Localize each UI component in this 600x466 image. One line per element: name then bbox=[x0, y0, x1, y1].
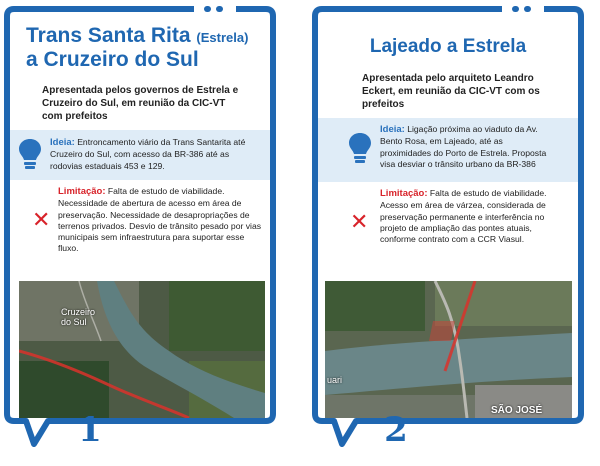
map-label-right: SÃO JOSÉ bbox=[491, 405, 543, 416]
card-1 bbox=[4, 6, 276, 450]
satellite-map bbox=[325, 281, 572, 418]
limit-section bbox=[10, 184, 270, 270]
limit-text: Limitação: Falta de estudo de viabilidade. Necessidade de abertura de acesso em área de preservação. Necessidade de desapropriações de terrenos privados. Desvio de trânsito pesado por vias municipais sem infraestrutura para suportar esse fluxo. bbox=[58, 186, 262, 254]
card-number: 1 bbox=[78, 410, 102, 450]
x-mark-icon: ✕ bbox=[350, 210, 369, 235]
card-number: 2 bbox=[384, 410, 408, 450]
card-title: Trans Santa Rita (Estrela) a Cruzeiro do Sul bbox=[26, 24, 249, 71]
card-subtitle: Apresentada pelos governos de Estrela e Cruzeiro do Sul, em reunião da CIC-VT com prefeitos bbox=[42, 85, 239, 122]
limit-text: Limitação: Falta de estudo de viabilidade. Acesso em área de várzea, considerada de preservação permanente e interferência no projeto de ampliação das pontes atuais, conforme contrato com a CCR Viasul. bbox=[380, 188, 547, 244]
map-label-left: uari bbox=[327, 375, 343, 385]
idea-text: Ideia: Ligação próxima ao viaduto da Av. Bento Rosa, em Lajeado, até as proximidades do Porto de Estrela. Proposta visa desviar o trânsito urbano da BR-386 bbox=[380, 124, 547, 169]
card-2 bbox=[312, 6, 584, 450]
idea-text: Ideia: Entroncamento viário da Trans Santarita até Cruzeiro do Sul, com acesso da BR-386 até as rodovias estaduais 453 e 129. bbox=[50, 137, 246, 171]
card-title: Lajeado a Estrela bbox=[369, 36, 527, 57]
lightbulb-icon bbox=[18, 138, 42, 172]
map-label: Cruzeiro do Sul bbox=[61, 307, 96, 328]
idea-section bbox=[10, 130, 270, 180]
lightbulb-icon bbox=[348, 132, 372, 166]
limit-section bbox=[318, 186, 578, 272]
x-mark-icon: ✕ bbox=[32, 208, 51, 233]
card-subtitle: Apresentada pelo arquiteto Leandro Eckert, em reunião da CIC-VT com os prefeitos bbox=[362, 73, 540, 110]
idea-section bbox=[318, 118, 578, 182]
satellite-map bbox=[19, 281, 265, 418]
